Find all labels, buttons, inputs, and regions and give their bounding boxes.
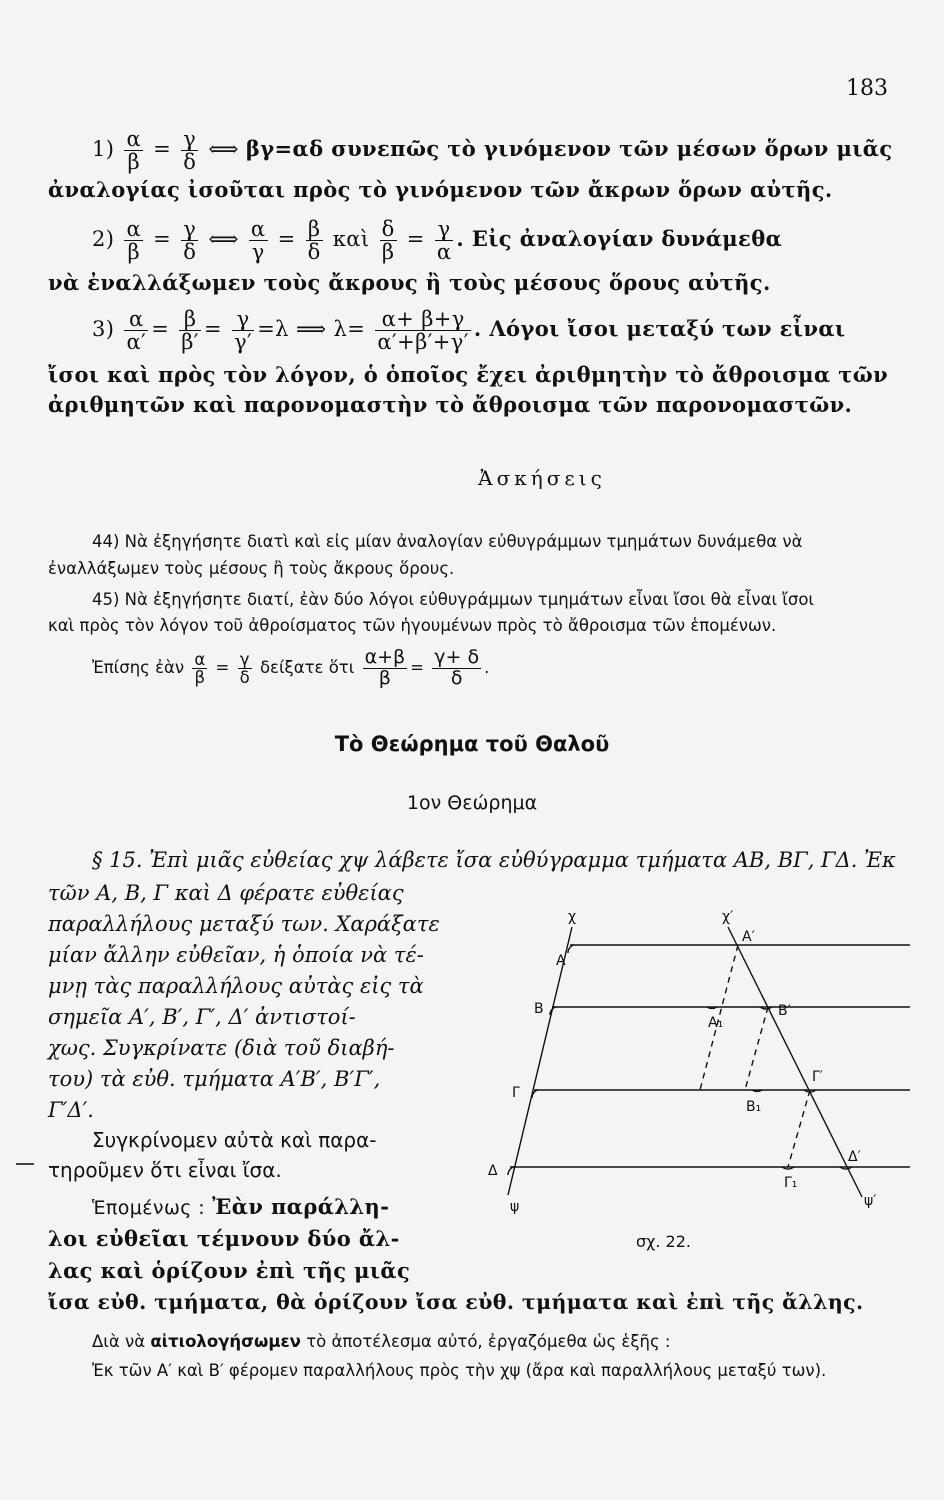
frac-den: δ <box>307 240 321 265</box>
exercise-45-line-3: Ἐπίσης ἐὰν $\frac{\alpha}{\beta}$ = $\frac{\gamma}{\delta}$ δείξατε ὅτι $\frac{\alpha+\beta}{\beta}$ = $\frac{\gamma+ \delta}{\delta}$ . <box>92 646 490 689</box>
fraction-gamma-gammap <box>232 308 254 353</box>
figure-22 <box>470 905 910 1275</box>
exercise-44-line-1: 44) Νὰ ἐξηγήσητε διατὶ καὶ εἰς μίαν ἀναλογίαν εὐθυγράμμων τμημάτων δυνάμεθα νὰ <box>92 532 803 551</box>
frac-num: α <box>124 308 148 331</box>
exercise-45-line-1: 45) Νὰ ἐξηγήσητε διατί, ἐὰν δύο λόγοι εὐθυγράμμων τμημάτων εἶναι ἴσοι θὰ εἶναι ἴσοι <box>92 590 815 609</box>
frac-num: δ <box>381 217 395 241</box>
frac-num: γ <box>232 308 254 331</box>
justify-b: αἰτιολογήσωμεν <box>150 1332 301 1351</box>
section-15-line-5: μνῃ τὰς παραλλήλους αὐτὰς εἰς τὰ <box>48 974 424 998</box>
exercise-44-line-2: ἐναλλάξωμεν τοὺς μέσους ἢ τοὺς ἄκρους ὅρους. <box>48 559 455 578</box>
frac-den: γ <box>251 240 265 265</box>
label-xp: χ′ <box>722 909 734 925</box>
fraction-gamma-delta <box>181 128 198 173</box>
frac-den: δ <box>239 667 250 687</box>
transversal-xpyp <box>728 927 862 1197</box>
frac-den: δ <box>183 150 197 175</box>
last-line: Ἐκ τῶν Α′ καὶ Β′ φέρομεν παραλλήλους πρὸς τὴν χψ (ἄρα καὶ παραλλήλους μεταξύ των). <box>92 1361 827 1380</box>
frac-den: β <box>378 666 391 689</box>
label-gp: Γ′ <box>812 1069 823 1085</box>
thales-subtitle: 1ον Θεώρημα <box>406 792 538 814</box>
label-g1: Γ₁ <box>784 1175 798 1191</box>
section-15-line-6: σημεῖα Α′, Β′, Γ′, Δ′ ἀντιστοί- <box>48 1005 356 1029</box>
thales-title: Τὸ Θεώρημα τοῦ Θαλοῦ <box>334 732 610 756</box>
label-b: Β <box>534 1001 544 1017</box>
frac-num: γ <box>181 128 198 151</box>
property-1-label: 1) <box>92 137 115 162</box>
section-15-line-8: του) τὰ εὐθ. τμήματα Α′Β′, Β′Γ′, <box>48 1067 381 1091</box>
property-3-continued-1: ἴσοι καὶ πρὸς τὸν λόγον, ὁ ὁποῖος ἔχει ἀριθμητὴν τὸ ἄθροισμα τῶν <box>48 362 889 387</box>
label-a: Α <box>556 953 566 969</box>
frac-num: α <box>250 217 266 241</box>
property-2-label: 2) <box>92 227 115 252</box>
frac-den: α <box>436 240 452 265</box>
fraction-beta-delta <box>306 218 323 263</box>
and-word: καὶ <box>332 227 370 252</box>
frac-num: α <box>126 217 142 241</box>
fraction-beta-betap <box>179 308 201 353</box>
frac-den: β <box>127 150 140 175</box>
justify-c: τὸ ἀποτέλεσμα αὐτό, ἐργαζόμεθα ὡς ἑξῆς : <box>306 1332 671 1351</box>
lambda-implication: =λ ⟹ λ= <box>257 317 366 342</box>
fraction-alpha-alphap <box>124 308 148 353</box>
frac-num: γ <box>238 651 252 669</box>
frac-den: α′+β′+γ′ <box>377 330 469 355</box>
margin-mark <box>16 1163 34 1165</box>
therefore-label: Ἑπομένως : <box>92 1197 206 1219</box>
equals-sign: = <box>153 137 172 162</box>
figure-caption: σχ. 22. <box>636 1232 691 1251</box>
fraction-alpha-beta <box>192 651 207 687</box>
dashed-parallel-bp <box>745 1007 768 1090</box>
frac-den: β <box>381 240 395 265</box>
equals-sign: = <box>203 317 222 342</box>
frac-den: γ′ <box>234 330 253 355</box>
fraction-gamma-delta <box>238 651 252 687</box>
angle-arc-a <box>568 945 574 953</box>
fraction-gamma-delta <box>181 218 198 263</box>
property-3-text: . Λόγοι ἴσοι μεταξύ των εἶναι <box>473 316 846 342</box>
dashed-parallel-gp <box>788 1090 810 1167</box>
section-15-line-3: παραλλήλους μεταξύ των. Χαράξατε <box>48 912 440 936</box>
exercise-45-line-2: καὶ πρὸς τὸν λόγον τοῦ ἀθροίσματος τῶν ἡγουμένων πρὸς τὸ ἄθροισμα τῶν ἑπομένων. <box>48 616 777 635</box>
justify-a: Διὰ νὰ <box>92 1332 146 1351</box>
iff-arrow: ⟺ <box>208 227 239 252</box>
frac-num: γ <box>435 218 454 241</box>
fraction-apb-beta <box>363 648 408 689</box>
theorem-line-1 <box>92 1194 389 1219</box>
label-a1: Α₁ <box>708 1015 724 1031</box>
property-3-continued-2: ἀριθμητῶν καὶ παρονομαστὴν τὸ ἄθροισμα τῶν παρονομαστῶν. <box>48 392 853 417</box>
equals-sign: = <box>215 657 230 677</box>
equals-sign: = <box>151 317 170 342</box>
equals-sign: = <box>406 227 425 252</box>
frac-den: α′ <box>126 330 147 355</box>
frac-num: α <box>126 127 142 151</box>
exercises-title: Ἀσκήσεις <box>478 466 606 490</box>
equals-sign: = <box>153 227 172 252</box>
label-x: χ <box>568 909 577 925</box>
equals-sign: = <box>277 227 296 252</box>
label-yp: ψ′ <box>864 1193 877 1209</box>
property-3-line <box>92 308 846 353</box>
frac-den: β <box>127 240 140 265</box>
label-dp: Δ′ <box>848 1149 861 1165</box>
fraction-alpha-gamma <box>249 218 268 263</box>
page-number: 183 <box>846 76 888 101</box>
property-2-line <box>92 218 782 263</box>
fraction-alpha-beta <box>124 128 143 173</box>
frac-num: α <box>194 649 206 669</box>
frac-num: γ+ δ <box>434 646 480 668</box>
frac-num: α+ β+γ <box>375 308 471 331</box>
frac-den: β <box>194 667 206 687</box>
frac-den: δ <box>450 666 463 689</box>
frac-den: β′ <box>181 330 199 355</box>
section-15-line-9: Γ′Δ′. <box>48 1098 94 1122</box>
section-15-line-7: χως. Συγκρίνατε (διὰ τοῦ διαβή- <box>48 1036 395 1060</box>
label-b1: Β₁ <box>746 1099 762 1115</box>
frac-num: γ <box>181 218 198 241</box>
section-15-line-2: τῶν Α, Β, Γ καὶ Δ φέρατε εὐθείας <box>48 881 404 905</box>
label-ap: Α′ <box>742 929 755 945</box>
compare-line-1: Συγκρίνομεν αὐτὰ καὶ παρα- <box>92 1128 377 1152</box>
section-15-line-1: § 15. Ἐπὶ μιᾶς εὐθείας χψ λάβετε ἴσα εὐθύγραμμα τμήματα ΑΒ, ΒΓ, ΓΔ. Ἐκ <box>92 848 896 872</box>
property-1-line <box>92 128 893 173</box>
property-2-continued: νὰ ἐναλλάξωμεν τοὺς ἄκρους ἢ τοὺς μέσους ὅρους αὐτῆς. <box>48 270 771 295</box>
exercise-45-if: Ἐπίσης ἐὰν <box>92 657 185 677</box>
justify-line <box>92 1332 670 1351</box>
frac-num: α+β <box>364 646 406 668</box>
frac-num: β <box>306 218 323 241</box>
compare-line-2: τηροῦμεν ὅτι εἶναι ἴσα. <box>48 1158 282 1182</box>
theorem-line-4: ἴσα εὐθ. τμήματα, θὰ ὁρίζουν ἴσα εὐθ. τμήματα καὶ ἐπὶ τῆς ἄλλης. <box>48 1290 864 1314</box>
fraction-gpd-delta <box>432 648 481 689</box>
label-d: Δ <box>488 1163 498 1179</box>
theorem-line-3: λας καὶ ὁρίζουν ἐπὶ τῆς μιᾶς <box>48 1258 411 1283</box>
exercise-45-show: δείξατε ὅτι <box>259 657 355 677</box>
property-1-text: βγ=αδ συνεπῶς τὸ γινόμενον τῶν μέσων ὅρων μιᾶς <box>245 136 893 162</box>
theorem-text-1: Ἐὰν παράλλη- <box>212 1194 390 1219</box>
theorem-line-2: λοι εὐθεῖαι τέμνουν δύο ἄλ- <box>48 1226 400 1251</box>
frac-den: δ <box>183 240 197 265</box>
property-3-label: 3) <box>92 317 115 342</box>
property-2-text: . Εἰς ἀναλογίαν δυνάμεθα <box>456 226 783 252</box>
fraction-sum-ratio <box>375 308 471 353</box>
property-1-continued: ἀναλογίας ἰσοῦται πρὸς τὸ γινόμενον τῶν ἄκρων ὅρων αὐτῆς. <box>48 177 833 202</box>
label-g: Γ <box>512 1085 520 1101</box>
frac-num: β <box>179 308 201 331</box>
equals-sign: = <box>410 657 424 677</box>
fraction-delta-beta <box>380 218 397 263</box>
iff-arrow: ⟺ <box>208 137 239 162</box>
label-y: ψ <box>510 1199 520 1215</box>
section-15-line-4: μίαν ἄλλην εὐθεῖαν, ἡ ὁποία νὰ τέ- <box>48 943 424 967</box>
fraction-gamma-alpha <box>435 218 454 263</box>
fraction-alpha-beta <box>124 218 143 263</box>
label-bp: Β′ <box>778 1003 791 1019</box>
